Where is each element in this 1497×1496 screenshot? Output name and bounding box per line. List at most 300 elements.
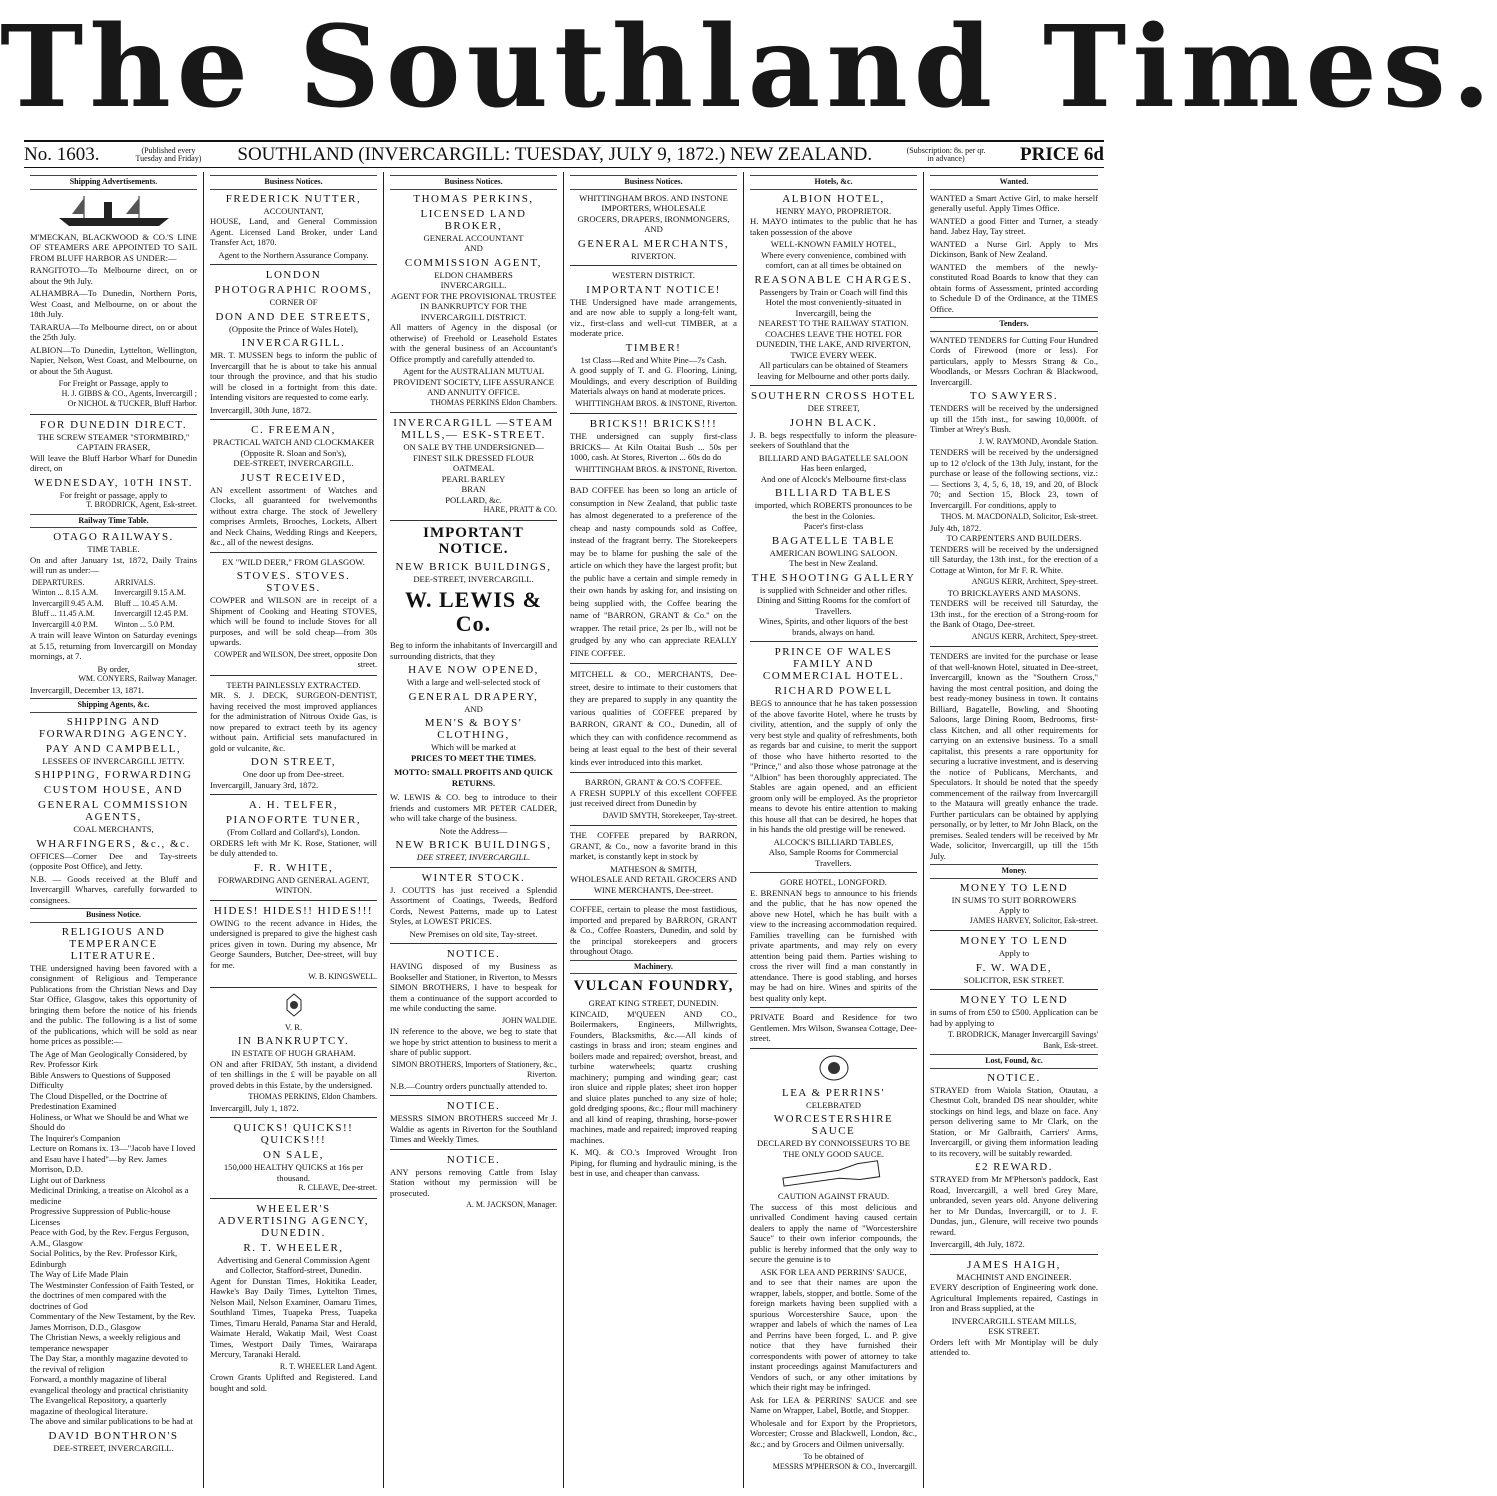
ad-text: DECLARED BY CONNOISSEURS TO BE — [756, 1138, 911, 1148]
ad-heading: NOTICE. — [446, 948, 501, 960]
ad-heading: SOUTHERN CROSS HOTEL — [750, 390, 917, 402]
ad-text: THE undersigned having been favored with a consignment of Religious and Temperance Publications from the Christian News and Day Star Office, Glasgow, takes this opportunity of bringing them before the notice of his friends and the public. The following is a list of some of the publications, which will be sold as near home prices as possible:— — [30, 962, 197, 1046]
signature: COWPER and WILSON, Dee street, opposite Don street. — [214, 649, 377, 669]
ad-text: Wines, Spirits, and other liquors of the best brands, always on hand. — [759, 616, 908, 637]
column-6 — [924, 172, 1104, 1488]
ad-text: TENDERS will be received by the undersigned up to 12 o'clock of the 13th July, instant, for the purchase or lease of the following sections, viz.:— Sections 3, 4, 5, 6, 18, 19, and 20, of Block 70; and Section 15, Block 23, town of Invercargill. For conditions, apply to — [930, 447, 1098, 510]
signature: THOS. M. MACDONALD, Solicitor, Esk-street. — [940, 512, 1098, 521]
ad-heading: C. FREEMAN, — [251, 424, 336, 436]
ad-heading: NEW BRICK BUILDINGS, — [395, 560, 552, 573]
ad-text: IN ESTATE OF HUGH GRAHAM. — [231, 1048, 356, 1058]
ad-heading: MONEY TO LEND — [959, 881, 1069, 894]
ad-heading: RELIGIOUS AND TEMPERANCE LITERATURE. — [61, 925, 166, 962]
price: PRICE 6d — [1020, 143, 1104, 165]
ad-text: MR. T. MUSSEN begs to inform the public of Invercargill that he is about to take his annual tour through the province, and that his studio will be closed in a fortnight from this date. Intending visitors are requested to come early. — [210, 350, 377, 402]
ad-text: One door up from Dee-street. — [242, 769, 345, 779]
signature: WHITTINGHAM BROS. & INSTONE, Riverton. — [575, 464, 737, 474]
steamship-illustration — [54, 194, 174, 228]
list-item: The Christian News, a weekly religious and temperance newspaper — [30, 1332, 181, 1353]
ad-heading: ASK FOR LEA AND PERRINS' SAUCE, — [760, 1266, 907, 1277]
dateline — [24, 140, 1104, 168]
ad-text: Where every convenience, combined with comfort, can at all times be obtained on — [761, 249, 906, 270]
list-item: Progressive Suppression of Public-house Licenses — [30, 1206, 171, 1227]
ad-text: WANTED TENDERS for Cutting Four Hundred Cords of Firewood (more or less). For particulars, apply to Messrs Strang & Co., Woodlands, or Messrs Cochran & Blackwood, Invercargill. — [930, 334, 1098, 387]
ad-heading: EX "WILD DEER," FROM GLASGOW. — [222, 556, 365, 567]
ad-heading: TO CARPENTERS AND BUILDERS. — [946, 533, 1082, 543]
ad-heading: BILLIARD TABLES — [774, 487, 893, 499]
signature: THOMAS PERKINS Eldon Chambers. — [430, 397, 557, 407]
timetable-cell: Winton ... 5.0 P.M. — [114, 619, 175, 629]
ad-heading: GENERAL COMMISSION AGENTS, — [38, 799, 189, 823]
ad-text: COAL MERCHANTS, — [73, 824, 154, 834]
ad-text: MITCHELL & CO., MERCHANTS, Dee-street, desire to intimate to their customers that they are prepared to supply in any quantity the various qualities of COFFEE prepared by BARRON, GRANT & CO., Dunedin, all of which they can with confidence recommend as being at least equal to the best of their several kinds ever introduced into this market. — [570, 669, 737, 767]
ad-text: DEE-STREET, INVERCARGILL. — [53, 1442, 174, 1453]
ad-heading: VULCAN FOUNDRY, — [573, 978, 734, 994]
signature: W. B. KINGSWELL. — [308, 972, 377, 981]
ad-text: (Opposite the Prince of Wales Hotel), — [229, 323, 358, 334]
ad-heading: F. R. WHITE, — [253, 861, 334, 874]
ad-text: The above and similar publications to be had at — [30, 1416, 193, 1426]
signature: WM. CONYERS, Railway Manager. — [78, 674, 197, 683]
ad-text: N.B.—Country orders punctually attended to. — [390, 1080, 548, 1091]
ad-text: A FRESH SUPPLY of this excellent COFFEE just received direct from Dunedin by — [570, 787, 737, 808]
ad-heading: WHARFINGERS, &c., &c. — [36, 837, 191, 850]
ad-text: RANGITOTO—To Melbourne direct, on or about the 9th July. — [30, 265, 197, 286]
timetable-header: ARRIVALS. — [114, 577, 156, 587]
ad-heading: PRICES TO MEET THE TIMES. — [410, 752, 537, 763]
ad-text: OWING to the recent advance in Hides, the undersigned is prepared to give the highest cash prices given in town. During my absence, Mr George Saunders, Butcher, Dee-street, will buy for me. — [210, 917, 377, 970]
section-heading: Business Notice. — [30, 908, 197, 923]
ad-text: KINCAID, M'QUEEN AND CO., Boilermakers, Engineers, Millwrights, Founders, Blacksmiths, &c.—All kinds of castings in brass and iron; steam engines and boilers made and repaired; overshot, breast, and turbine waterwheels; quartz crushing machinery; pumping and winding gear; cast iron sluice and ripple plates; sheet iron hopper and sluice plates punched to any size of hole; gold dredging spoons, &c.; flour mill machinery and all kind of reaping, thrashing, horse-power machines, made and repaired; improved reaping machines. — [570, 1008, 737, 1145]
ad-text: Beg to inform the inhabitants of Invercargill and surrounding districts, that they — [390, 640, 557, 661]
ad-text: Invercargill, December 13, 1871. — [30, 684, 144, 695]
ad-text: ANY persons removing Cattle from Islay Station without my permission will be prosecuted. — [390, 1166, 557, 1198]
ad-text: DEE STREET, INVERCARGILL. — [416, 852, 531, 862]
signature: JOHN WALDIE. — [502, 1015, 557, 1025]
section-heading: Business Notices. — [390, 175, 557, 190]
list-item: Medicinal Drinking, a treatise on Alcohol as a medicine — [30, 1185, 189, 1206]
ad-text: RIVERTON. — [631, 250, 676, 261]
ad-text: A train will leave Winton on Saturday evenings at 5.15, returning from Invercargill on Monday mornings, at 7. — [30, 630, 197, 661]
section-heading: Tenders. — [930, 317, 1098, 332]
ad-heading: HAVE NOW OPENED, — [408, 664, 539, 676]
ad-heading: TO SAWYERS. — [969, 390, 1059, 402]
list-item: POLLARD, &c. — [445, 494, 502, 505]
ad-heading: REASONABLE CHARGES. — [754, 273, 913, 286]
ad-heading: IMPORTANT NOTICE! — [586, 283, 721, 296]
ad-text: And one of Alcock's Melbourne first-class — [760, 473, 907, 484]
ad-heading: ON SALE, — [263, 1149, 324, 1161]
list-item: Light out of Darkness — [30, 1174, 106, 1185]
column-2 — [204, 172, 384, 1488]
ad-heading: THE ONLY GOOD SAUCE. — [783, 1148, 884, 1159]
ad-heading: FOR DUNEDIN DIRECT. — [39, 418, 188, 431]
list-item: Peace with God, by the Rev. Fergus Ferguson, A.M., Glasgow — [30, 1227, 190, 1248]
ad-heading: JUST RECEIVED, — [240, 471, 347, 484]
ad-text: ESK STREET. — [988, 1326, 1040, 1336]
section-heading: Shipping Agents, &c. — [30, 698, 197, 713]
ad-heading: CAUTION AGAINST FRAUD. — [777, 1191, 890, 1201]
ad-text: IMPORTERS, WHOLESALE — [601, 203, 706, 213]
list-item: FINEST SILK DRESSED FLOUR — [413, 452, 534, 463]
ad-heading: MONEY TO LEND — [959, 994, 1069, 1006]
ad-text: OFFICES—Corner Dee and Tay-streets (opposite Post Office), and Jetty. — [30, 850, 197, 871]
ad-text: A good supply of T. and G. Flooring, Lining, Mouldings, and every description of Building Materials always on hand at moderate prices. — [570, 365, 737, 396]
ad-text: Invercargill, January 3rd, 1872. — [210, 779, 319, 790]
ad-heading: THOMAS PERKINS, — [413, 192, 534, 205]
ad-heading: INVERCARGILL STEAM MILLS, — [951, 1315, 1077, 1326]
ad-heading: MOTTO: SMALL PROFITS AND QUICK RETURNS. — [394, 767, 553, 788]
ad-text: Agent to the Northern Assurance Company. — [218, 249, 369, 260]
ad-heading: MONEY TO LEND — [959, 935, 1069, 947]
timetable-header: DEPARTURES. — [32, 577, 85, 587]
ad-heading: CUSTOM HOUSE, AND — [43, 784, 184, 796]
ad-text: For freight or passage, apply to — [59, 489, 168, 500]
section-heading: Lost, Found, &c. — [930, 1054, 1098, 1069]
list-item: The Cloud Dispelled, or the Doctrine of Predestination Examined — [30, 1090, 168, 1111]
ad-heading: A. H. TELFER, — [248, 799, 339, 811]
ad-heading: COMMISSION AGENT, — [404, 256, 543, 269]
signature: JAMES HARVEY, Solicitor, Esk-street. — [969, 915, 1098, 925]
ad-heading: WHEELER'S ADVERTISING AGENCY, DUNEDIN. — [217, 1202, 370, 1239]
ad-heading: MEN'S & BOYS' CLOTHING, — [424, 717, 523, 741]
ad-text: Agent for Dunstan Times, Hokitika Leader, Hawke's Bay Daily Times, Lyttelton Times, Nelson Mail, Nelson Examiner, Oamaru Times, Southland Times, Tuapeka Press, Tuapeka Times, Timaru Herald, Panama Star and Herald, Waimate Herald, Wakatip Mail, West Coast Times, Westport Daily Times, Wairarapa Mercury, Taranaki Herald. — [210, 1275, 377, 1359]
ad-heading: WELL-KNOWN FAMILY HOTEL, — [770, 239, 897, 249]
list-item: The Evangelical Repository, a quarterly magazine of theological literature. — [30, 1395, 167, 1416]
timetable-cell: Invercargill 9.15 A.M. — [114, 588, 186, 597]
signature: Or NICHOL & TUCKER, Bluff Harbor. — [67, 399, 197, 408]
ad-text: Apply to — [998, 948, 1030, 958]
list-item: The Age of Man Geologically Considered, by Rev. Professor Kirk — [30, 1048, 188, 1069]
ad-text: MESSRS SIMON BROTHERS succeed Mr J. Waldie as agents in Riverton for the Southland Times and Weekly Times. — [390, 1113, 557, 1144]
ad-text: PRACTICAL WATCH AND CLOCKMAKER — [212, 437, 375, 447]
sauce-bottle-illustration — [779, 1163, 889, 1187]
published-note: (Published every Tuesday and Friday) — [135, 145, 202, 163]
signature: ANGUS KERR, Architect, Spey-street. — [971, 577, 1098, 586]
ad-text: THE Undersigned have made arrangements, and are now able to supply a long-felt want, viz., first-class and well-cut TIMBER, at a moderate price. — [570, 296, 737, 338]
ad-text: 150,000 HEALTHY QUICKS at 16s per thousand. — [223, 1162, 364, 1183]
ad-heading: LONDON — [265, 269, 322, 281]
list-item: PEARL BARLEY — [441, 473, 506, 484]
signature: R. CLEAVE, Dee-street. — [298, 1183, 377, 1192]
ad-text: IN reference to the above, we beg to state that we hope by strict attention to business to merit a share of public support. — [390, 1026, 557, 1057]
ad-text: LESSEES OF INVERCARGILL JETTY. — [42, 755, 185, 766]
section-heading: Wanted. — [930, 175, 1098, 190]
timetable-cell: Bluff ... 11.45 A.M. — [32, 609, 95, 618]
timetable-cell: Bluff ... 10.45 A.M. — [114, 598, 178, 608]
ad-text: INVERCARGILL. — [440, 280, 507, 290]
ad-text: WANTED a Smart Active Girl, to make herself generally useful. Apply Times Office. — [930, 192, 1098, 213]
list-item: OATMEAL — [452, 463, 495, 473]
ad-text: HOUSE, Land, and General Commission Agent. Licensed Land Broker, under Land Transfer Act, 1870. — [210, 216, 377, 247]
ad-text: TENDERS will be received by the undersigned till Saturday, the 13th inst., for the erection of a Cottage at Winton, for Mr F. R. White. — [930, 543, 1098, 575]
ad-text: WANTED a Nurse Girl. Apply to Mrs Dickinson, Bank of New Zealand. — [930, 238, 1098, 259]
ad-heading: PHOTOGRAPHIC ROOMS, — [214, 284, 373, 296]
ad-heading: STOVES. STOVES. STOVES. — [236, 570, 351, 594]
ad-heading: DAVID BONTHRON'S — [48, 1429, 179, 1442]
ad-text: ACCOUNTANT, — [263, 205, 324, 216]
ad-text: is supplied with Schneider and other rifles. — [759, 584, 908, 595]
ad-text: J. COUTTS has just received a Splendid Assortment of Coatings, Tweeds, Bedford Cords, Newest Patterns, made up to Latest Styles, at LOWEST PRICES. — [390, 884, 557, 926]
ad-text: DEE-STREET, INVERCARGILL. — [233, 458, 354, 468]
ad-text: Will leave the Bluff Harbor Wharf for Dunedin direct, on — [30, 452, 197, 473]
ad-text: EVERY description of Engineering work done. Agricultural Implements repaired, Castings in Iron and Brass supplied, at the — [930, 1282, 1098, 1313]
ad-text: THE COFFEE prepared by BARRON, GRANT, & Co., now a favorite brand in this market, is constantly kept in stock by — [570, 830, 737, 861]
ad-text: GROCERS, DRAPERS, IRONMONGERS, — [577, 213, 730, 224]
timetable-cell: Invercargill 9.45 A.M. — [32, 598, 104, 608]
signature: A. M. JACKSON, Manager. — [466, 1200, 557, 1209]
signature: T. BRODRICK, Manager Invercargill Savings' Bank, Esk-street. — [947, 1030, 1098, 1050]
ad-text: ALHAMBRA—To Dunedin, Northern Ports, West Coast, and Melbourne, on or about the 18th July. — [30, 288, 197, 319]
ad-text: With a large and well-selected stock of — [406, 677, 541, 687]
section-heading: Shipping Advertisements. — [30, 175, 197, 190]
ad-heading: GORE HOTEL, LONGFORD. — [780, 877, 887, 887]
ad-heading: JAMES HAIGH, — [967, 1258, 1061, 1271]
ad-text: Agent for the AUSTRALIAN MUTUAL PROVIDENT SOCIETY, LIFE ASSURANCE AND ANNUITY OFFICE. — [392, 366, 555, 397]
ad-text: ALBION—To Dunedin, Lyttelton, Wellington, Napier, Nelson, West Coast, and Melbourne, on or about the 5th August. — [30, 344, 197, 376]
column-5 — [744, 172, 924, 1488]
ad-text: K. MQ. & CO.'s Improved Wrought Iron Piping, for fluming and hydraulic mining, is the best in use, and cheaper than canvass. — [570, 1147, 737, 1178]
ad-heading: DON AND DEE STREETS, — [215, 310, 372, 323]
column-1 — [24, 172, 204, 1488]
ad-text: FORWARDING AND GENERAL AGENT, — [217, 874, 370, 885]
ad-heading: IN BANKRUPTCY. — [237, 1035, 350, 1047]
timetable-cell: Winton ... 8.15 A.M. — [32, 588, 99, 597]
ad-heading: LICENSED LAND BROKER, — [420, 207, 527, 232]
ad-text: The best in New Zealand. — [789, 558, 878, 568]
ad-heading: WESTERN DISTRICT. — [612, 270, 695, 280]
timetable-cell: Invercargill 4.0 P.M. — [32, 619, 98, 629]
ad-text: W. LEWIS & CO. beg to introduce to their friends and customers MR PETER CALDER, who will take charge of the business. — [390, 792, 557, 823]
ad-heading: MACHINIST AND ENGINEER. — [956, 1271, 1072, 1282]
ad-text: ON SALE BY THE UNDERSIGNED— — [403, 442, 544, 452]
ad-heading: RICHARD POWELL — [774, 685, 893, 697]
ad-heading: THE SHOOTING GALLERY — [751, 571, 916, 584]
ad-text: COACHES LEAVE THE HOTEL FOR DUNEDIN, THE LAKE, AND RIVERTON, TWICE EVERY WEEK. — [756, 328, 911, 360]
section-heading: Hotels, &c. — [750, 175, 917, 190]
signature: R. T. WHEELER Land Agent. — [279, 1361, 377, 1371]
list-item: Social Politics, by the Rev. Professor Kirk, Edinburgh — [30, 1248, 178, 1269]
ad-text: The success of this most delicious and unrivalled Condiment having caused certain dealers to apply the name of "Worcestershire Sauce" to their own inferior compounds, the public is hereby informed that the only way to secure the genuine is to — [750, 1201, 917, 1264]
ad-text: AND — [644, 224, 663, 234]
ad-heading: GENERAL MERCHANTS, — [577, 237, 730, 250]
ad-heading: WORCESTERSHIRE SAUCE — [773, 1113, 894, 1137]
ad-text: Invercargill, 30th June, 1872. — [210, 404, 312, 415]
signature: H. J. GIBBS & CO., Agents, Invercargill ; — [61, 388, 197, 398]
ad-text: H. MAYO intimates to the public that he has taken possession of the above — [750, 216, 917, 237]
ad-heading: ALCOCK'S BILLIARD TABLES, — [773, 836, 894, 847]
signature: ANGUS KERR, Architect, Spey-street. — [971, 631, 1098, 641]
ad-heading: BILLIARD AND BAGATELLE SALOON — [758, 452, 909, 463]
ad-heading: R. T. WHEELER, — [243, 1241, 344, 1254]
ad-heading: FREDERICK NUTTER, — [225, 192, 362, 205]
list-item: Holiness, or What we Should be and What we Should do — [30, 1111, 189, 1132]
subscription-note: (Subscription: 8s. per qr. in advance) — [906, 145, 986, 163]
ad-heading: OTAGO RAILWAYS. — [53, 531, 174, 543]
ad-text: TENDERS are invited for the purchase or lease of that well-known Hotel, situated in Dee-street, Invercargill, known as the "Southern Cross," having the most central position, and doing the best ready-money business in town. It contains Billiard, Bagatelle, Bowling, and Shooting Saloons, large Dining Room, Bedrooms, first-class Kitchen, and all other requirements for carrying on an extensive business. To a small capitalist, this presents a rare opportunity for securing a lucrative investment, and is deserving the notice of Publicans, Merchants, and Speculators. It should be noted that the speedy commencement of the railway from Invercargill to the Mataura will greatly enhance the trade. Further particulars can be obtained by applying personally, or by letter, to Mr John Black, on the premises. Sealed tenders will be received by Mr Wade, solicitor, Invercargill, up till the 15th July. — [930, 651, 1098, 861]
ad-text: J. B. begs respectfully to inform the pleasure-seekers of Southland that the — [750, 429, 917, 450]
ad-heading: PRINCE OF WALES FAMILY AND COMMERCIAL HOTEL. — [762, 646, 905, 682]
ad-text: N.B. — Goods received at the Bluff and Invercargill Wharves, carefully forwarded to consignees. — [30, 873, 197, 905]
signature: SIMON BROTHERS, Importers of Stationery, &c., Riverton. — [391, 1059, 557, 1079]
list-item: Lecture on Romans ix. 13—"Jacob have I loved and Esau have I hated"—by Rev. James Morrison, D.D. — [30, 1143, 196, 1174]
ad-text: SOLICITOR, ESK STREET. — [963, 974, 1065, 985]
ad-text: TARARUA—To Melbourne direct, on or about the 25th July. — [30, 321, 197, 342]
list-item: Bible Answers to Questions of Supposed Difficulty — [30, 1069, 171, 1090]
ad-text: and to see that their names are upon the wrapper, labels, stopper, and bottle. Some of the foreign markets having been supplied with a spurious Worcestershire Sauce, upon the wrapper and labels of which the names of Lea and Perrins have been forged, L. and P. give notice that they have furnished their correspondents with power of attorney to take instant proceedings against Manufacturers and Vendors of such, or any other imitations by which their right may be infringed. — [750, 1277, 917, 1392]
ad-heading: PIANOFORTE TUNER, — [225, 814, 362, 826]
ad-text: (From Collard and Collard's), London. — [227, 827, 360, 837]
signature: HARE, PRATT & CO. — [483, 505, 557, 514]
ad-heading: BAGATELLE TABLE — [771, 534, 896, 547]
ad-text: AN excellent assortment of Watches and Clocks, all guaranteed for twelvemonths without extra charge. The stock of Jewellery comprises Armlets, Brooches, Lockets, Albert and Neck Chains, Wedding Rings and Keepers, &c., all of the newest designs. — [210, 484, 377, 547]
ad-text: IN SUMS TO SUIT BORROWERS — [951, 894, 1077, 905]
ad-text: Ask for LEA & PERRINS' SAUCE and see Name on Wrapper, Label, Bottle, and Stopper. — [750, 1394, 917, 1415]
signature: T. BRODRICK, Agent, Esk-street. — [86, 500, 197, 509]
ad-text: Also, Sample Rooms for Commercial Travellers. — [768, 847, 899, 868]
ad-text: GREAT KING STREET, DUNEDIN. — [588, 998, 719, 1008]
issue-number: No. 1603. — [24, 143, 100, 165]
ad-text: DEE STREET, — [807, 403, 860, 413]
signature: DAVID SMYTH, Storekeeper, Tay-street. — [602, 810, 737, 820]
ad-text: DEE-STREET, INVERCARGILL. — [413, 573, 534, 584]
ad-heading: BARRON, GRANT & CO.'S COFFEE. — [584, 777, 723, 787]
ad-text: TIME TABLE. — [87, 544, 140, 554]
ad-heading: NOTICE. — [987, 1071, 1041, 1084]
ad-text: New Premises on old site, Tay-street. — [409, 928, 538, 939]
signature: MESSRS M'PHERSON & CO., Invercargill. — [772, 1461, 917, 1471]
ad-heading: AMERICAN BOWLING SALOON. — [769, 547, 898, 558]
signature: THOMAS PERKINS, Eldon Chambers. — [248, 1092, 377, 1101]
timetable-cell: Invercargill 12.45 P.M. — [114, 609, 189, 618]
list-item: BRAN — [461, 484, 486, 494]
ad-text: WINTON. — [275, 885, 312, 895]
ad-text: Advertising and General Commission Agent and Collector, Stafford-street, Dunedin. — [217, 1254, 370, 1275]
ad-text: ON and after FRIDAY, 5th instant, a dividend of ten shillings in the £ will be payable on all proved debts in this Estate, by the undersigned. — [210, 1058, 377, 1090]
ad-heading: F. W. WADE, — [975, 961, 1053, 974]
column-4 — [564, 172, 744, 1488]
ad-text: AND — [464, 703, 483, 714]
ad-text: Dining and Sitting Rooms for the comfort of Travellers. — [756, 595, 911, 616]
ad-text: 1st Class—Red and White Pine—7s Cash. — [580, 354, 727, 365]
section-heading: Business Notices. — [570, 175, 737, 190]
ad-heading: TO BRICKLAYERS AND MASONS. — [947, 587, 1081, 598]
ad-heading: IMPORTANT NOTICE. — [423, 524, 524, 557]
ad-text: (Opposite R. Sloan and Son's), — [240, 447, 347, 458]
ad-heading: TEETH PAINLESSLY EXTRACTED. — [226, 679, 361, 690]
ad-heading: W. LEWIS & Co. — [405, 587, 542, 636]
ad-heading: SHIPPING AND FORWARDING AGENCY. — [38, 715, 189, 740]
ad-text: WHOLESALE AND RETAIL GROCERS AND WINE MERCHANTS, Dee-street. — [570, 874, 737, 895]
ad-text: ELDON CHAMBERS — [434, 269, 513, 280]
ad-heading: LEA & PERRINS' — [781, 1086, 886, 1099]
ad-text: For Freight or Passage, apply to — [58, 378, 169, 388]
list-item: The Inquirer's Companion — [30, 1132, 121, 1143]
ad-text: Note the Address— — [439, 825, 508, 836]
ad-heading: WHITTINGHAM BROS. AND INSTONE — [579, 192, 728, 203]
ad-text: WANTED a good Fitter and Turner, a steady hand. Jabez Hay, Tay street. — [930, 215, 1098, 236]
ad-text: Invercargill, July 1, 1872. — [210, 1102, 299, 1113]
ad-text: PRIVATE Board and Residence for two Gentlemen. Mrs Wilson, Swansea Cottage, Dee-street. — [750, 1012, 917, 1043]
ad-text: Wholesale and for Export by the Proprietors, Worcester; Crosse and Blackwell, London, &c., &c.; and by Grocers and Oilmen universally. — [750, 1417, 917, 1449]
ad-text: imported, which ROBERTS pronounces to be the best in the Colonies. — [754, 500, 913, 521]
ad-text: Orders left with Mr Montiplay will be duly attended to. — [930, 1336, 1098, 1357]
list-item: The Way of Life Made Plain — [30, 1269, 129, 1279]
section-heading: Money. — [930, 864, 1098, 879]
ad-text: in sums of from £50 to £500. Application can be had by applying to — [930, 1007, 1098, 1028]
ad-heading: ALBION HOTEL, — [782, 192, 885, 205]
newspaper-title: The Southland Times. — [0, 2, 1497, 133]
ad-text: WANTED the members of the newly-constituted Road Boards to know that they can obtain forms of Assessment, printed according to Schedule D of the Ordinance, at the TIMES Office. — [930, 261, 1098, 314]
column-3 — [384, 172, 564, 1488]
list-item: The Day Star, a monthly magazine devoted to the revival of religion — [30, 1353, 188, 1374]
ad-text: Has been enlarged, — [800, 463, 867, 473]
ad-heading: GENERAL DRAPERY, — [408, 690, 539, 703]
royal-arms-icon — [277, 992, 311, 1018]
ad-text: Passengers by Train or Coach will find this Hotel the most conveniently-situated in Invercargill, being the — [759, 286, 908, 318]
ad-heading: INVERCARGILL. — [241, 337, 346, 349]
ad-text: ORDERS left with Mr K. Rose, Stationer, will be duly attended to. — [210, 837, 377, 858]
ad-text: HAVING disposed of my Business as Bookseller and Stationer, in Riverton, to Messrs SIMON BROTHERS, I have to bespeak for them a continuance of the support accorded to me while conducting the same. — [390, 961, 557, 1013]
ad-text: AGENT FOR THE PROVISIONAL TRUSTEE IN BANKRUPTCY FOR THE INVERCARGILL DISTRICT. — [390, 290, 557, 322]
signature: J. W. RAYMOND, Avondale Station. — [978, 436, 1098, 446]
ad-text: Which will be marked at — [431, 742, 516, 752]
ad-text: Pacer's first-class — [803, 521, 864, 531]
ad-heading: £2 REWARD. — [975, 1161, 1053, 1173]
ad-heading: NEW BRICK BUILDINGS, — [395, 839, 552, 851]
ad-text: COFFEE, certain to please the most fastidious, imported and prepared by BARRON, GRANT & Co., Coffee Roasters, Dunedin, and sold by the principal storekeepers and grocers throughout Otago. — [570, 904, 737, 956]
section-heading: Machinery. — [570, 960, 737, 975]
section-heading: Railway Time Table. — [30, 514, 197, 529]
ad-text: BEGS to announce that he has taken possession of the above favorite Hotel, where he trusts by civility, attention, and the supply of only the very best style and quality of refreshments, both as regards bar and cuisine, to merit the support of those who have hitherto resorted to the "Prince," and also those whose patronage at the "Albion" has been thoroughly appreciated. The Stables are again opened, and an efficient groom only will be employed. As the proprietor means to devote his entire attention to making this house all that can be desired, he hopes that in his hands the old prestige will be renewed. — [750, 698, 917, 834]
ad-text: BAD COFFEE has been so long an article of consumption in New Zealand, that public taste has almost degenerated to a preference of the cheap and nasty compounds sold as Coffee, instead of the fragrant berry. The Storekeepers may be to blame for pushing the sale of the article on which they have the largest profit; but the public have a certain and simple remedy in their own hands by asking for, and insisting on being supplied with, the Coffee bearing the name of "BARRON, GRANT & Co." on the wrapper. The retail price, 2s per lb., will not be grudged by any who can appreciate REALLY FINE COFFEE. — [570, 485, 737, 658]
ad-text: V. R. — [284, 1021, 303, 1032]
masthead — [0, 0, 1497, 136]
ad-heading: SHIPPING, FORWARDING — [34, 769, 193, 781]
ad-heading: THE SCREW STEAMER "STORMBIRD," — [37, 431, 190, 442]
ad-heading: TIMBER! — [625, 341, 682, 354]
ad-text: CAPTAIN FRASER, — [76, 442, 151, 452]
ad-text: TENDERS will be received by the undersigned up till the 15th inst., for sawing 10,000ft. of Timber at Wrey's Bush. — [930, 403, 1098, 434]
ad-text: By order, — [97, 663, 130, 674]
ad-text: THE undersigned can supply first-class BRICKS— At Kiln Otaitai Bush ... 50s per 1000, cash. At Stores, Riverton ... 60s do do — [570, 431, 737, 462]
crest-icon — [814, 1053, 854, 1083]
ad-text: On and after January 1st, 1872, Daily Trains will run as under:— — [30, 554, 197, 575]
section-heading: Business Notices. — [210, 175, 377, 190]
timetable — [30, 578, 197, 631]
signature: WHITTINGHAM BROS. & INSTONE, Riverton. — [575, 398, 737, 408]
ad-heading: QUICKS! QUICKS!! QUICKS!!! — [233, 1122, 354, 1146]
ad-text: HENRY MAYO, PROPRIETOR. — [775, 205, 892, 216]
ad-heading: WEDNESDAY, 10TH INST. — [33, 476, 194, 489]
ad-text: GENERAL ACCOUNTANT — [423, 232, 524, 243]
list-item: Commentary of the New Testament, by the Rev. James Morrison, D.D., Glasgow — [30, 1311, 196, 1332]
ad-heading: PAY AND CAMPBELL, — [45, 742, 182, 755]
ad-heading: BRICKS!! BRICKS!!! — [589, 418, 718, 430]
ad-text: Crown Grants Uplifted and Registered. Land bought and sold. — [210, 1372, 377, 1393]
ad-heading: MATHESON & SMITH, — [610, 863, 697, 874]
ad-text: TENDERS will be received till Saturday, the 13th inst., for the erection of a Strong-room for the Bank of Otago, Dee-street. — [930, 598, 1098, 629]
ad-text: To be obtained of — [803, 1451, 864, 1461]
ad-text: All matters of Agency in the disposal (or otherwise) of Freehold or Leasehold Estates with the general business of an Accountant's Office promptly and carefully attended to. — [390, 322, 557, 364]
ad-text: AND — [464, 243, 483, 253]
ad-heading: NOTICE. — [446, 1100, 501, 1112]
ad-text: All particulars can be obtained of Steamers leaving for Melbourne and other ports daily. — [757, 360, 910, 381]
ad-heading: NOTICE. — [446, 1153, 501, 1166]
list-item: Forward, a monthly magazine of liberal evangelical theology and practical christianity — [30, 1374, 189, 1395]
list-item: The Westminster Confession of Faith Tested, or the doctrines of men compared with the doctrines of God — [30, 1279, 194, 1311]
ad-heading: WINTER STOCK. — [421, 871, 526, 884]
